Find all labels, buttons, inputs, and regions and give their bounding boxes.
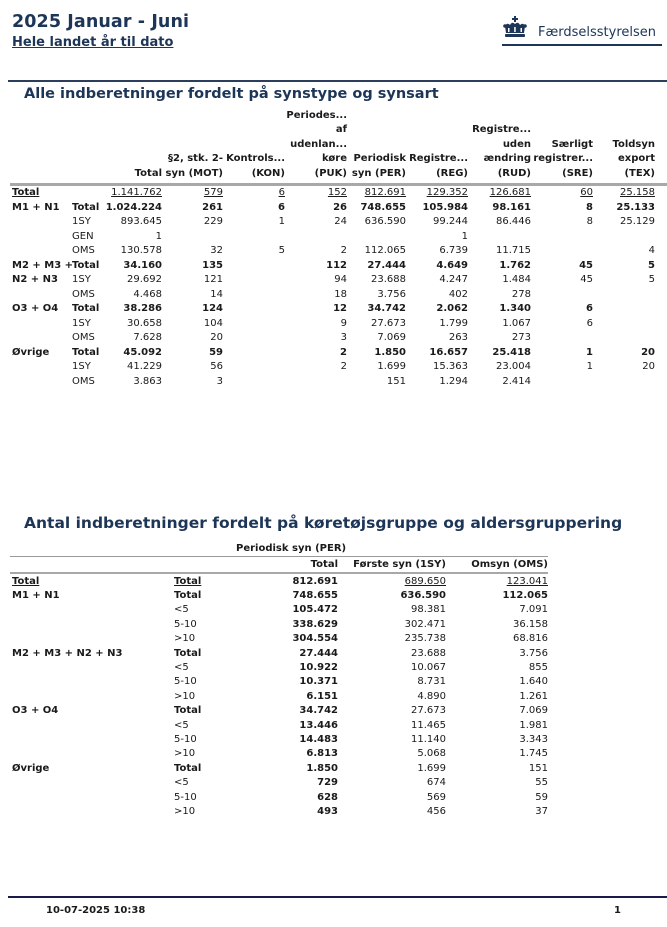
table-cell: 4.890 (417, 690, 446, 702)
sub-label: 1SY (72, 317, 91, 329)
table-cell: 98.381 (411, 604, 446, 616)
table-cell: 3 (216, 375, 223, 387)
table-cell: 23.004 (496, 361, 531, 372)
table-row (0, 632, 667, 646)
column-header-line: af (335, 124, 347, 135)
header-rule (10, 556, 548, 557)
table-cell: 10.067 (411, 662, 446, 673)
table-cell: 748.655 (292, 590, 338, 601)
table-row (0, 272, 667, 287)
sub-label: OMS (72, 288, 95, 300)
column-header-line: Toldsyn (612, 138, 655, 150)
table-cell: 129.352 (426, 187, 468, 198)
column-header-line: (REG) (436, 167, 468, 179)
table-cell: 3 (340, 332, 347, 343)
group-label: O3 + O4 (12, 303, 59, 314)
table-cell: 636.590 (364, 216, 406, 227)
table-cell: 10.922 (299, 662, 338, 673)
group-label: Øvrige (12, 763, 50, 775)
table-cell: 7.069 (377, 332, 406, 343)
table-cell: 6 (586, 317, 593, 329)
table-cell: 94 (334, 274, 347, 285)
table-cell: 1 (586, 346, 593, 358)
table-cell: 674 (426, 777, 446, 789)
group-label: Total (12, 576, 40, 587)
table-cell: 36.158 (513, 618, 548, 630)
table-cell: 2 (340, 245, 347, 256)
table-cell: 2 (340, 346, 347, 358)
table-cell: 1.640 (519, 676, 548, 688)
sub-label: 5-10 (174, 618, 197, 630)
table-cell: 8.731 (417, 676, 446, 688)
sub-label: Total (72, 259, 100, 271)
table-cell: 27.673 (411, 705, 446, 717)
column-header (533, 138, 593, 182)
page-title: 2025 Januar - Juni (12, 12, 190, 32)
group-label: M2 + M3 + (12, 259, 74, 271)
table-cell: 8 (586, 201, 593, 213)
table-cell: 56 (210, 361, 223, 372)
table-cell: 34.742 (299, 705, 338, 717)
table-cell: 1.067 (502, 317, 531, 329)
table-synstype (0, 0, 667, 400)
table-cell: 1.762 (499, 259, 531, 271)
table-cell: 25.133 (616, 201, 655, 213)
table-cell: 3.343 (519, 734, 548, 745)
table-cell: 579 (203, 187, 223, 198)
table-cell: 45.092 (123, 346, 162, 358)
table-cell: 45 (580, 274, 593, 285)
sub-label: Total (72, 201, 100, 213)
column-header-line: køre (321, 153, 347, 164)
table-cell: 5 (648, 259, 655, 271)
table-row (0, 805, 667, 819)
column-header-line: Periodes... (286, 109, 347, 121)
table-cell: 1 (278, 216, 285, 227)
sub-label: >10 (174, 806, 196, 817)
table-cell: 6.739 (439, 245, 468, 256)
super-header: Periodisk syn (PER) (236, 543, 347, 554)
table-cell: 151 (386, 375, 406, 387)
table-cell: 4 (648, 245, 655, 256)
table-row (0, 618, 667, 632)
table-cell: 34.160 (123, 259, 162, 271)
table-cell: 135 (202, 259, 223, 271)
column-header-line: (SRE) (562, 167, 593, 179)
column-header-line: (PUK) (314, 167, 347, 179)
table-cell: 25.158 (620, 187, 655, 198)
table-cell: 98.161 (492, 201, 531, 213)
table-cell: 6 (586, 303, 593, 314)
table-cell: 37 (535, 806, 548, 817)
table-cell: 24 (334, 216, 347, 227)
column-header: Total (310, 559, 338, 570)
column-header: Omsyn (OMS) (471, 559, 548, 570)
sub-label: OMS (72, 332, 95, 343)
column-header-line: Periodisk (353, 153, 406, 164)
column-header (612, 138, 655, 182)
table-cell: 11.715 (496, 245, 531, 256)
table-cell: 45 (579, 259, 593, 271)
group-label: M1 + N1 (12, 590, 60, 601)
table-cell: 3.863 (133, 375, 162, 387)
table-cell: 1.745 (519, 748, 548, 760)
table-cell: 123.041 (506, 576, 548, 587)
table-cell: 23.688 (371, 274, 406, 285)
page-subtitle: Hele landet år til dato (12, 35, 174, 50)
table-row (0, 704, 667, 718)
column-header-line: export (618, 153, 655, 164)
table-cell: 25.129 (620, 216, 655, 227)
table-cell: 6 (278, 187, 285, 198)
table-cell: 5 (278, 245, 285, 256)
table-cell: 29.692 (127, 274, 162, 285)
table-cell: 569 (426, 791, 446, 803)
sub-label: <5 (174, 719, 189, 731)
table-cell: 402 (448, 288, 468, 300)
group-label: Øvrige (12, 346, 50, 358)
column-header-line: (KON) (251, 167, 285, 179)
sub-label: >10 (174, 748, 196, 760)
table-cell: 1.024.224 (105, 201, 162, 213)
sub-label: Total (174, 647, 202, 659)
table-cell: 229 (203, 216, 223, 227)
table-cell: 15.363 (433, 361, 468, 372)
column-header (352, 152, 406, 181)
table-cell: 105.472 (292, 604, 338, 616)
table-cell: 7.628 (133, 332, 162, 343)
group-label: Total (12, 187, 40, 198)
sub-label: 5-10 (174, 734, 197, 745)
table-row (0, 603, 667, 617)
table-cell: 130.578 (120, 245, 162, 256)
table-row (0, 345, 667, 360)
table-cell: 893.645 (120, 216, 162, 227)
table-cell: 1 (586, 361, 593, 372)
footer-timestamp: 10-07-2025 10:38 (46, 905, 146, 916)
table-row (0, 359, 667, 374)
table-cell: 59 (535, 791, 548, 803)
sub-label: <5 (174, 777, 189, 789)
table-cell: 11.465 (411, 719, 446, 731)
table-cell: 13.446 (299, 719, 338, 731)
table-row (0, 719, 667, 733)
table-row (0, 675, 667, 689)
table-row (0, 747, 667, 761)
table-cell: 235.738 (404, 632, 446, 644)
column-header-line: registrer... (533, 153, 593, 164)
table-cell: 1.850 (374, 346, 406, 358)
table-cell: 273 (511, 332, 531, 343)
table-cell: 112.065 (502, 590, 548, 601)
table-cell: 1.294 (439, 375, 468, 387)
table-cell: 55 (535, 777, 548, 789)
table-cell: 729 (317, 777, 338, 789)
table-cell: 32 (210, 245, 223, 256)
table-cell: 278 (511, 288, 531, 300)
table-cell: 1.699 (377, 361, 406, 372)
sub-label: OMS (72, 375, 95, 387)
table-cell: 636.590 (400, 590, 446, 601)
column-header-line: syn (PER) (351, 167, 406, 179)
table-cell: 16.657 (429, 346, 468, 358)
table-cell: 14 (210, 288, 223, 300)
table-cell: 1 (461, 230, 468, 242)
sub-label: <5 (174, 604, 189, 616)
sub-label: Total (174, 590, 202, 601)
sub-label: Total (174, 763, 202, 775)
group-label: N2 + N3 (12, 274, 58, 285)
table-cell: 5.068 (417, 748, 446, 760)
footer-divider (8, 896, 667, 898)
table-row (0, 301, 667, 316)
table-cell: 1.484 (502, 274, 531, 285)
table-cell: 38.286 (123, 303, 162, 314)
sub-label: >10 (174, 690, 196, 702)
sub-label: >10 (174, 632, 196, 644)
table-cell: 27.444 (299, 647, 338, 659)
table-row (0, 791, 667, 805)
table-cell: 152 (327, 187, 347, 198)
sub-label: 5-10 (174, 676, 197, 688)
table-cell: 1 (155, 230, 162, 242)
table-cell: 4.468 (133, 288, 162, 300)
table-cell: 2.062 (436, 303, 468, 314)
column-header-line: ændring (483, 153, 531, 164)
sub-label: GEN (72, 230, 94, 242)
column-header (166, 152, 224, 181)
sub-label: Total (174, 576, 202, 587)
page-number: 1 (614, 905, 621, 916)
column-header-line: (RUD) (497, 167, 531, 179)
table-row (0, 690, 667, 704)
sub-label: OMS (72, 245, 95, 256)
table-cell: 99.244 (433, 216, 468, 227)
table-row (0, 229, 667, 244)
table-cell: 151 (528, 763, 548, 775)
table-cell: 121 (203, 274, 223, 285)
table-cell: 104 (203, 317, 223, 329)
column-header (226, 152, 285, 181)
group-label: M2 + M3 + N2 + N3 (12, 647, 123, 659)
column-header-line: Kontrols... (226, 153, 285, 164)
table-cell: 855 (528, 662, 548, 673)
table-cell: 124 (202, 303, 223, 314)
table-cell: 20 (642, 361, 655, 372)
table-row (0, 776, 667, 790)
table-cell: 2.414 (502, 375, 531, 387)
table-row (0, 661, 667, 675)
column-header-line: udenlan... (290, 138, 347, 150)
table-cell: 60 (580, 187, 593, 198)
table-cell: 338.629 (292, 618, 338, 630)
table-cell: 1.850 (306, 763, 338, 775)
table-cell: 112 (326, 259, 347, 271)
table-cell: 1.340 (499, 303, 531, 314)
table-cell: 456 (426, 806, 446, 817)
table-row (0, 185, 667, 200)
table-cell: 23.688 (411, 647, 446, 659)
table-cell: 27.673 (371, 317, 406, 329)
sub-label: 1SY (72, 216, 91, 227)
sub-label: 1SY (72, 361, 91, 372)
table-cell: 5 (648, 274, 655, 285)
table-cell: 1.981 (519, 719, 548, 731)
table-row (0, 374, 667, 389)
table-cell: 261 (202, 201, 223, 213)
table-cell: 30.658 (127, 317, 162, 329)
group-label: M1 + N1 (12, 201, 60, 213)
table-cell: 7.069 (519, 705, 548, 717)
table-row (0, 287, 667, 302)
table-row (0, 200, 667, 215)
column-header-line: §2, stk. 2- (167, 153, 223, 164)
table-cell: 689.650 (404, 576, 446, 587)
table-cell: 2 (340, 361, 347, 372)
table-cell: 14.483 (299, 734, 338, 745)
table-cell: 34.742 (367, 303, 406, 314)
section-title-synstype: Alle indberetninger fordelt på synstype og synsart (24, 86, 439, 102)
table-cell: 812.691 (364, 187, 406, 198)
column-header (472, 123, 531, 181)
sub-label: Total (174, 705, 202, 717)
table-cell: 6.151 (306, 690, 338, 702)
sub-label: <5 (174, 662, 189, 673)
sub-label: Total (72, 303, 100, 314)
table-cell: 68.816 (513, 632, 548, 644)
group-label: O3 + O4 (12, 705, 59, 717)
table-cell: 3.756 (377, 288, 406, 300)
column-header-line: Registre... (472, 124, 531, 135)
table-cell: 302.471 (404, 618, 446, 630)
table-cell: 20 (641, 346, 655, 358)
column-header-line: Total (134, 167, 162, 179)
table-cell: 11.140 (411, 734, 446, 745)
sub-label: Total (72, 346, 100, 358)
table-cell: 112.065 (364, 245, 406, 256)
table-cell: 3.756 (519, 647, 548, 659)
table-cell: 1.799 (439, 317, 468, 329)
table-row (0, 258, 667, 273)
table-cell: 41.229 (127, 361, 162, 372)
column-header-line: syn (MOT) (165, 167, 223, 179)
table-cell: 748.655 (360, 201, 406, 213)
table-row (0, 589, 667, 603)
table-cell: 1.261 (519, 690, 548, 702)
table-cell: 304.554 (292, 632, 338, 644)
table-cell: 493 (317, 806, 338, 817)
table-cell: 4.649 (436, 259, 468, 271)
column-header (409, 152, 468, 181)
table-cell: 25.418 (492, 346, 531, 358)
table-cell: 7.091 (519, 604, 548, 616)
table-cell: 4.247 (439, 274, 468, 285)
section-title-aldersgruppering: Antal indberetninger fordelt på køretøjsgruppe og aldersgruppering (24, 514, 623, 532)
column-header-line: Registre... (409, 153, 468, 164)
column-header: Første syn (1SY) (353, 559, 446, 570)
column-header-line: Særligt (551, 138, 593, 150)
table-cell: 8 (586, 216, 593, 227)
table-row (0, 733, 667, 747)
header-rule-bottom (10, 572, 548, 574)
table-cell: 86.446 (496, 216, 531, 227)
table-cell: 26 (333, 201, 347, 213)
table-cell: 1.141.762 (111, 187, 162, 198)
table-cell: 59 (209, 346, 223, 358)
table-row (0, 214, 667, 229)
logo-text: Færdselsstyrelsen (538, 25, 657, 40)
table-row (0, 243, 667, 258)
sub-label: 5-10 (174, 791, 197, 803)
table-cell: 9 (340, 317, 347, 329)
table-cell: 10.371 (299, 676, 338, 688)
table-row (0, 316, 667, 331)
table-row (0, 575, 667, 589)
table-row (0, 762, 667, 776)
table-cell: 6 (278, 201, 285, 213)
table-cell: 12 (333, 303, 347, 314)
table-cell: 126.681 (489, 187, 531, 198)
table-row (0, 330, 667, 345)
table-cell: 20 (210, 332, 223, 343)
column-header (135, 167, 162, 182)
column-header (286, 109, 347, 182)
table-cell: 27.444 (367, 259, 406, 271)
table-cell: 18 (334, 288, 347, 300)
column-header-line: (TEX) (624, 167, 655, 179)
table-row (0, 647, 667, 661)
table-cell: 263 (448, 332, 468, 343)
table-cell: 1.699 (417, 763, 446, 775)
sub-label: 1SY (72, 274, 91, 285)
table-cell: 812.691 (292, 576, 338, 587)
table-cell: 6.813 (306, 748, 338, 760)
table-cell: 105.984 (422, 201, 468, 213)
table-cell: 628 (317, 791, 338, 803)
column-header-line: uden (502, 138, 531, 150)
